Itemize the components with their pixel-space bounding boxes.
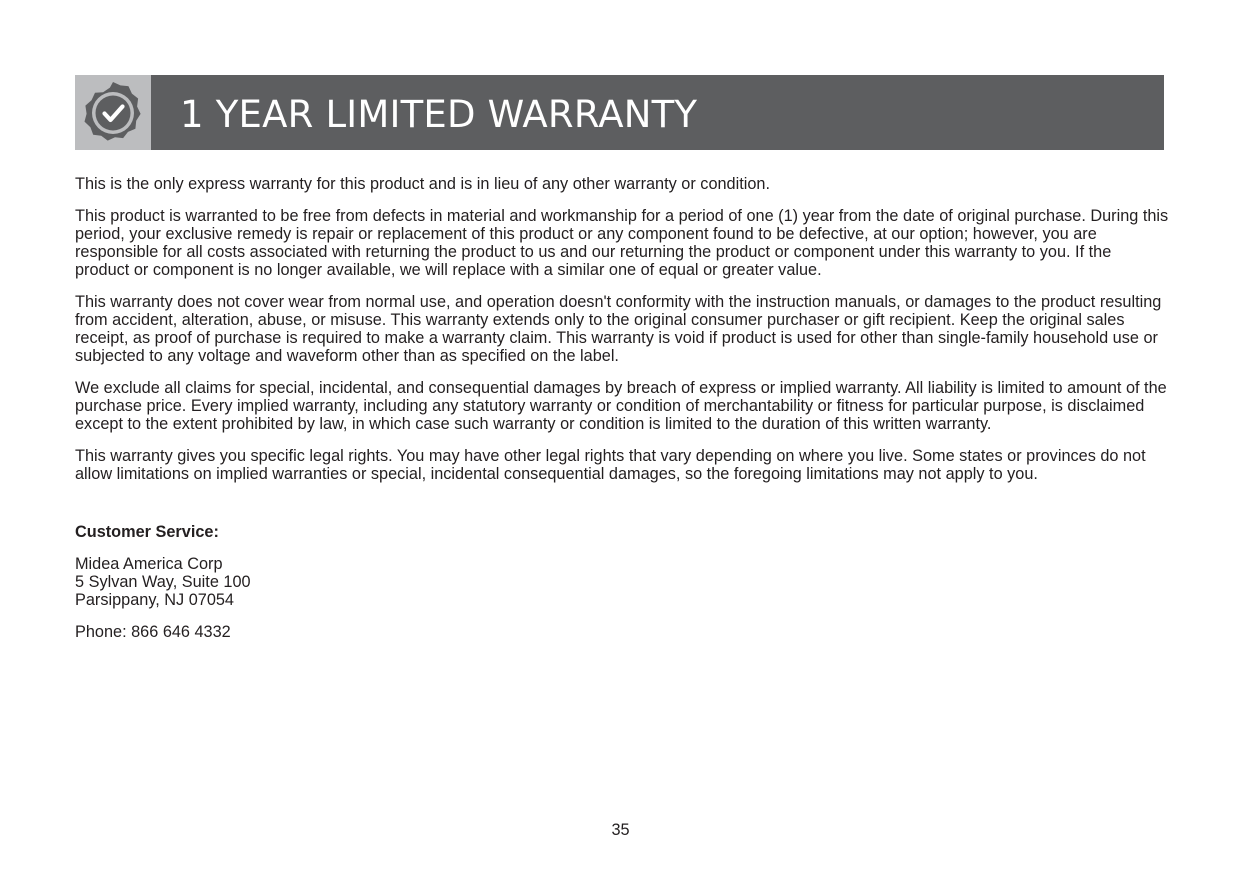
customer-service-phone: Phone: 866 646 4332: [75, 623, 231, 641]
warranty-paragraph-2: This product is warranted to be free from defects in material and workmanship for a period of one (1) year from the date of original purchase. During this period, your exclusive remedy is repair or replacement of this product or any component found to be defective, at our option; however, you are responsible for all costs associated with returning the product to us and our returning the product or component under this warranty to you. If the product or component is no longer available, we will replace with a similar one of equal or greater value.: [75, 207, 1169, 279]
page-title: 1 YEAR LIMITED WARRANTY: [180, 93, 698, 136]
warranty-paragraph-5: This warranty gives you specific legal rights. You may have other legal rights that vary depending on where you live. Some states or provinces do not allow limitations on implied warranties or special, incidental consequential damages, so the foregoing limitations may not apply to you.: [75, 447, 1146, 483]
badge-check-icon: [80, 80, 146, 146]
warranty-header-banner: [75, 75, 1164, 150]
warranty-paragraph-3: This warranty does not cover wear from normal use, and operation doesn't conformity with the instruction manuals, or damages to the product resulting from accident, alteration, abuse, or misuse. This warranty extends only to the original consumer purchaser or gift recipient. Keep the original sales receipt, as proof of purchase is required to make a warranty claim. This warranty is void if product is used for other than single-family household use or subjected to any voltage and waveform other than as specified on the label.: [75, 293, 1162, 365]
badge-container: [75, 75, 151, 150]
warranty-paragraph-1: This is the only express warranty for this product and is in lieu of any other warranty or condition.: [75, 175, 770, 193]
address-company: Midea America Corp: [75, 555, 223, 573]
customer-service-address: [75, 555, 1170, 609]
warranty-paragraph-4: We exclude all claims for special, incidental, and consequential damages by breach of express or implied warranty. All liability is limited to amount of the purchase price. Every implied warranty, including any statutory warranty or condition of merchantability or fitness for particular purpose, is disclaimed except to the extent prohibited by law, in which case such warranty or condition is limited to the duration of this written warranty.: [75, 379, 1167, 433]
address-city: Parsippany, NJ 07054: [75, 591, 234, 609]
address-street: 5 Sylvan Way, Suite 100: [75, 573, 251, 591]
customer-service-heading: Customer Service:: [75, 523, 219, 541]
page-number: 35: [611, 821, 630, 839]
warranty-body: [75, 175, 1170, 655]
